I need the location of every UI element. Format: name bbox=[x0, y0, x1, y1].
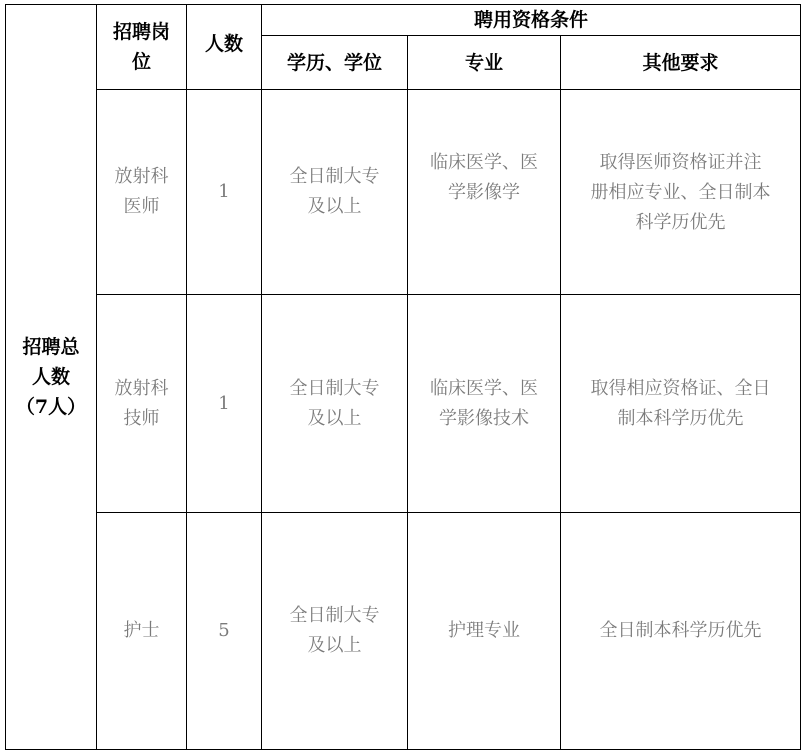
major-cell bbox=[408, 295, 561, 513]
count-value: 5 bbox=[218, 620, 230, 641]
major-line1: 护理专业 bbox=[448, 620, 520, 641]
major-line2: 学影像技术 bbox=[439, 407, 529, 429]
major-line2: 学影像学 bbox=[448, 182, 520, 203]
other-header-label: 其他要求 bbox=[642, 51, 719, 74]
other-header bbox=[561, 36, 801, 90]
education-cell bbox=[262, 513, 408, 750]
education-line2: 及以上 bbox=[307, 196, 362, 217]
headcount-header bbox=[187, 5, 262, 90]
other-line1: 取得相应资格证、全日 bbox=[590, 377, 771, 399]
major-header-label: 专业 bbox=[464, 51, 503, 74]
other-line1: 全日制本科学历优先 bbox=[599, 620, 762, 641]
table-row bbox=[6, 295, 801, 513]
count-cell bbox=[187, 295, 262, 513]
count-cell bbox=[187, 513, 262, 750]
recruitment-table bbox=[5, 4, 801, 750]
education-cell bbox=[262, 90, 408, 295]
total-headcount-cell bbox=[6, 5, 97, 750]
position-header-line1: 招聘岗 bbox=[112, 21, 170, 43]
education-line2: 及以上 bbox=[307, 635, 362, 656]
major-cell bbox=[408, 90, 561, 295]
education-line1: 全日制大专 bbox=[289, 605, 380, 626]
education-header bbox=[262, 36, 408, 90]
education-line1: 全日制大专 bbox=[289, 377, 380, 399]
qualification-group-header bbox=[262, 5, 801, 36]
education-line1: 全日制大专 bbox=[289, 166, 380, 187]
count-cell bbox=[187, 90, 262, 295]
position-line2: 医师 bbox=[123, 196, 160, 217]
other-line3: 科学历优先 bbox=[635, 212, 726, 233]
major-line1: 临床医学、医 bbox=[430, 152, 538, 173]
other-line2: 册相应专业、全日制本 bbox=[590, 182, 771, 203]
position-header-line2: 位 bbox=[131, 51, 151, 73]
position-cell bbox=[97, 90, 187, 295]
other-line1: 取得医师资格证并注 bbox=[599, 152, 762, 173]
position-line1: 放射科 bbox=[114, 166, 169, 187]
major-header bbox=[408, 36, 561, 90]
table-row bbox=[6, 513, 801, 750]
other-cell bbox=[561, 513, 801, 750]
position-line2: 技师 bbox=[123, 407, 160, 429]
position-line1: 放射科 bbox=[114, 377, 169, 399]
major-cell bbox=[408, 513, 561, 750]
other-line2: 制本科学历优先 bbox=[617, 407, 744, 429]
position-header bbox=[97, 5, 187, 90]
position-cell bbox=[97, 295, 187, 513]
other-cell bbox=[561, 90, 801, 295]
position-cell bbox=[97, 513, 187, 750]
headcount-header-label: 人数 bbox=[204, 33, 243, 55]
count-value: 1 bbox=[218, 181, 230, 202]
major-line1: 临床医学、医 bbox=[430, 377, 538, 399]
count-value: 1 bbox=[218, 392, 230, 414]
total-headcount-line3: （7人） bbox=[15, 396, 87, 418]
total-headcount-line1: 招聘总 bbox=[22, 336, 80, 358]
education-line2: 及以上 bbox=[307, 407, 362, 429]
total-headcount-line2: 人数 bbox=[31, 366, 70, 388]
education-cell bbox=[262, 295, 408, 513]
position-line1: 护士 bbox=[123, 620, 160, 641]
qualification-group-label: 聘用资格条件 bbox=[473, 9, 588, 31]
other-cell bbox=[561, 295, 801, 513]
education-header-label: 学历、学位 bbox=[286, 51, 382, 74]
table-row bbox=[6, 90, 801, 295]
